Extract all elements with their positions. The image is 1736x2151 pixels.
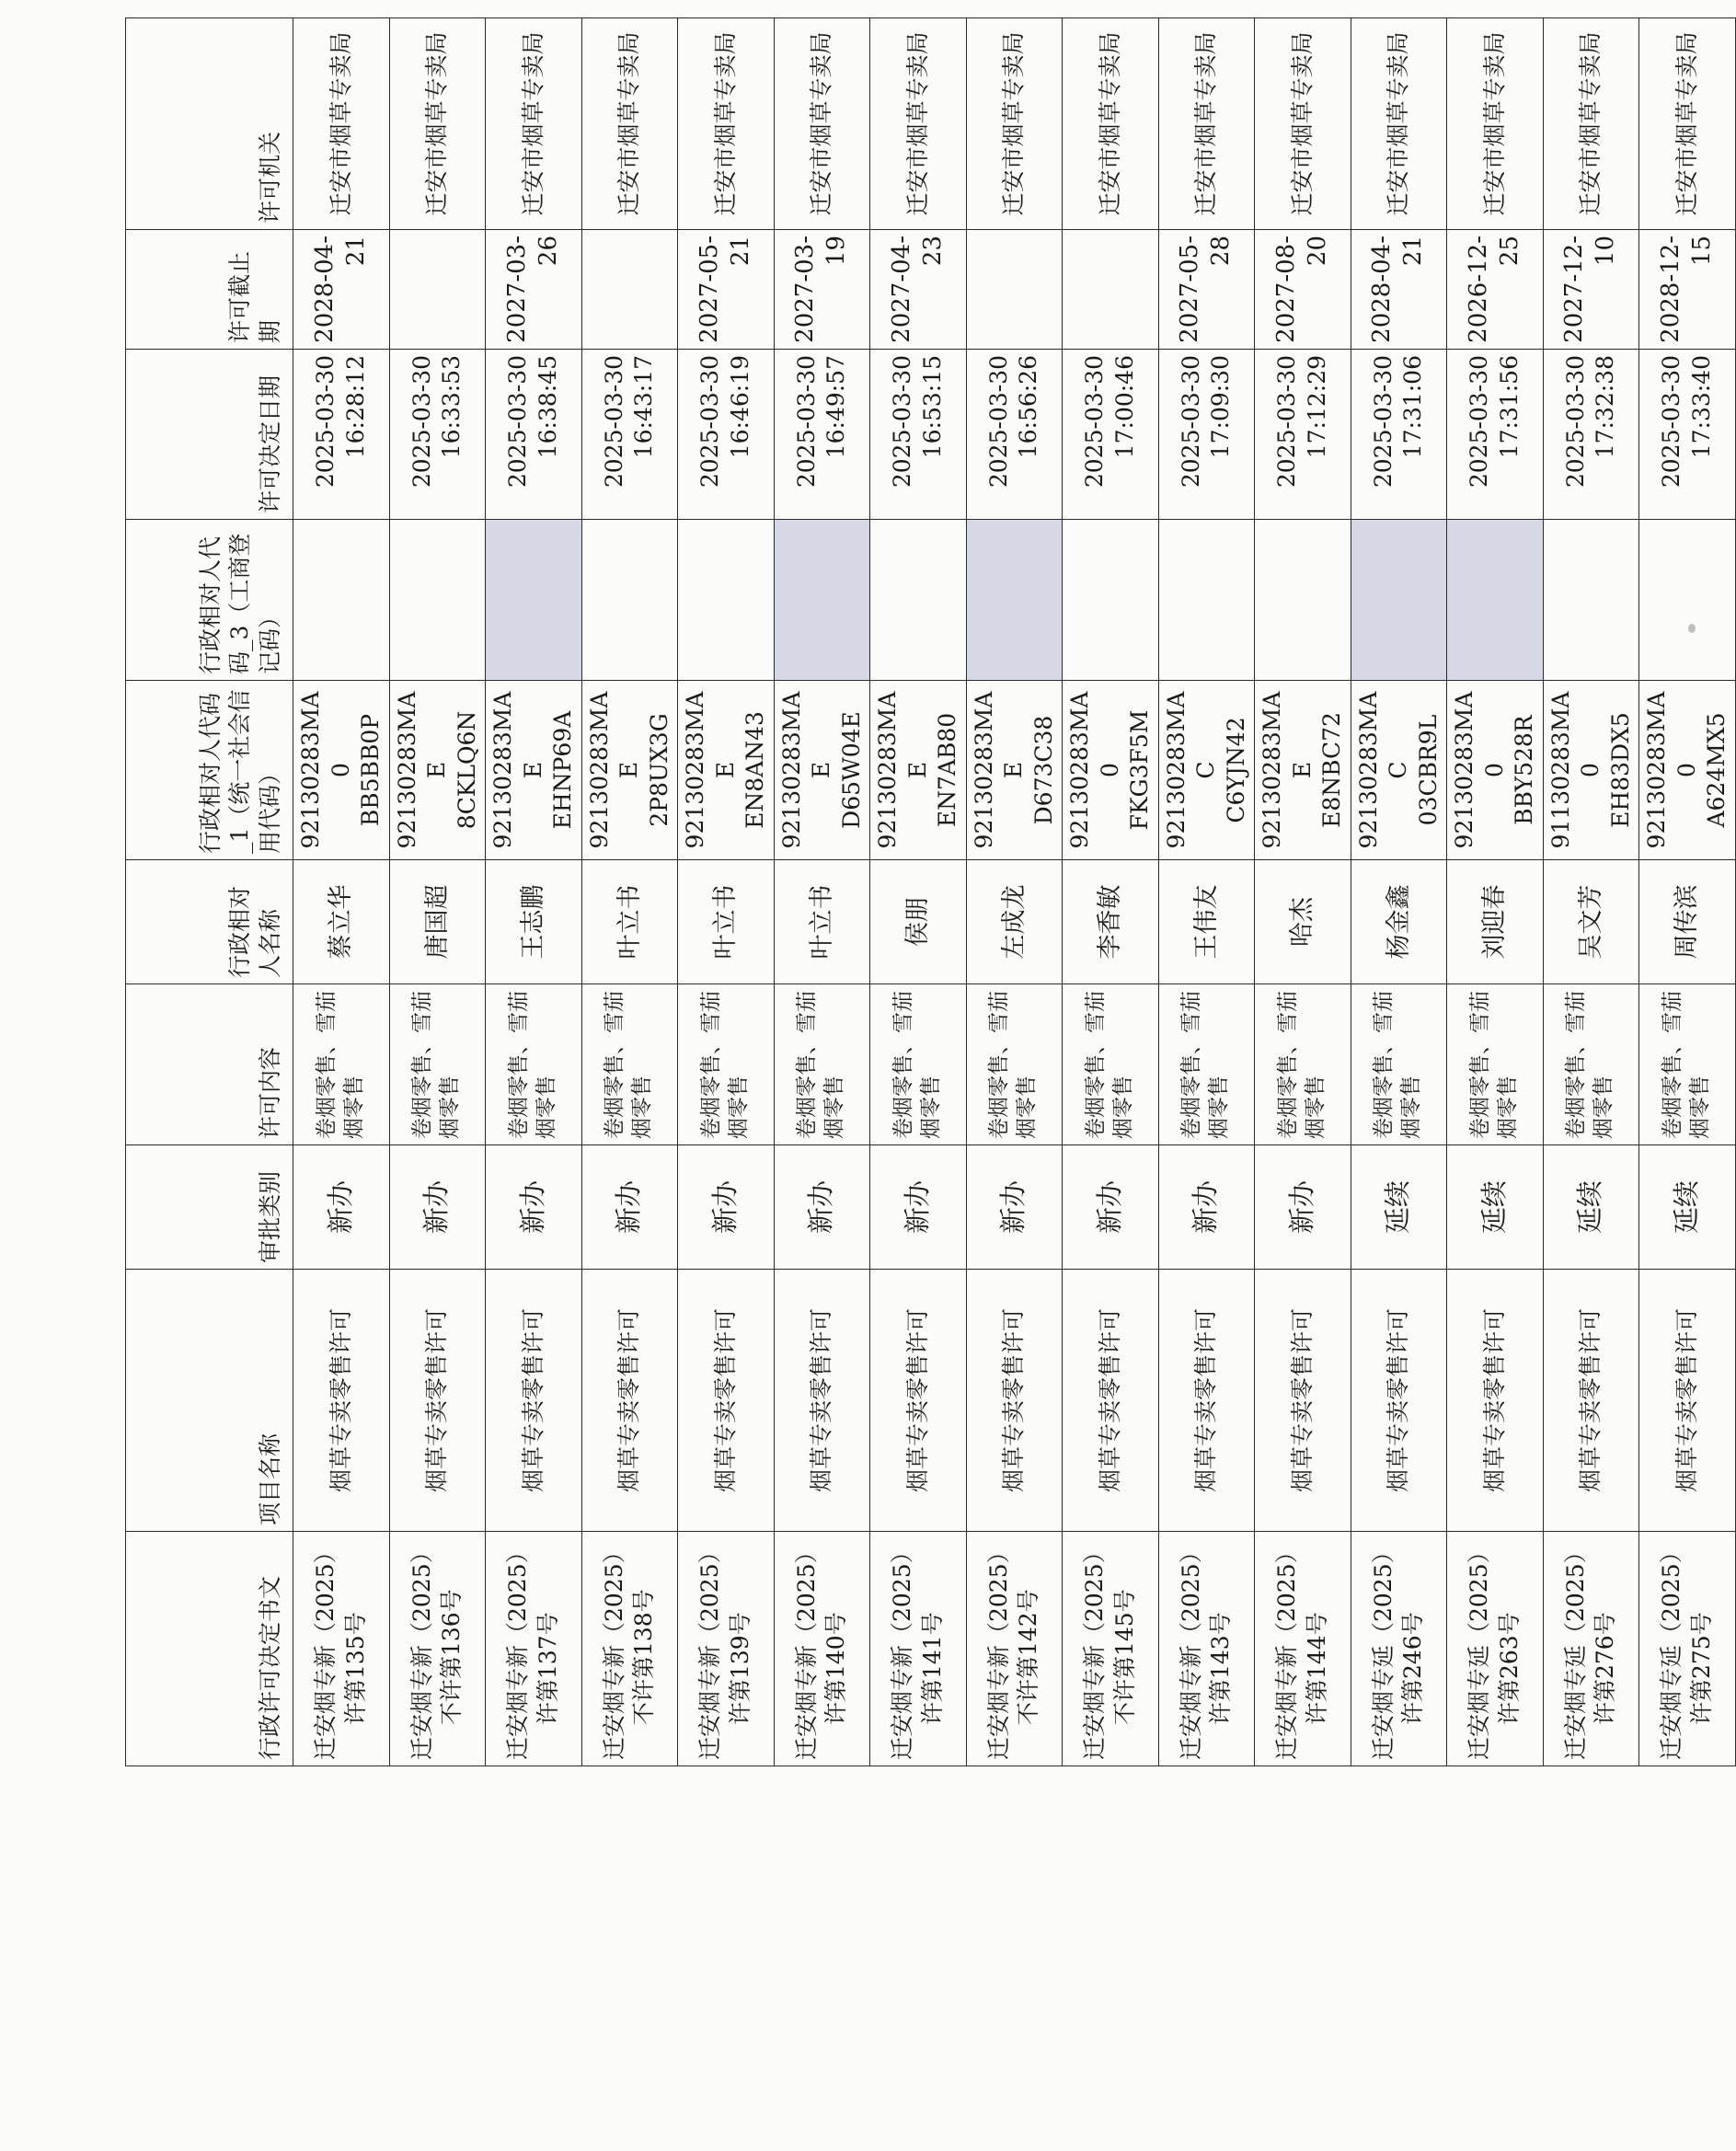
cell-decision-date xyxy=(1255,350,1351,520)
credit-code-line1: 92130283MAE xyxy=(1259,691,1316,849)
cell-party-name: 哈杰 xyxy=(1255,860,1351,984)
decision-date-day: 2025-03-30 xyxy=(792,355,820,489)
cell-category: 新办 xyxy=(1158,1145,1255,1270)
cell-expiry-date xyxy=(966,230,1063,350)
decision-date-time: 17:33:40 xyxy=(1687,355,1715,459)
decision-date-day: 2025-03-30 xyxy=(1273,355,1301,489)
cell-project-name: 烟草专卖零售许可 xyxy=(1447,1270,1544,1532)
table-row xyxy=(581,18,678,1766)
cell-decision-date xyxy=(1447,350,1544,520)
cell-doc-number xyxy=(293,1532,390,1766)
decision-date-day: 2025-03-30 xyxy=(1177,355,1204,489)
cell-party-name: 叶立书 xyxy=(581,860,678,984)
cell-authority: 迁安市烟草专卖局 xyxy=(1447,18,1544,230)
cell-reg-code xyxy=(1063,520,1159,681)
cell-authority: 迁安市烟草专卖局 xyxy=(293,18,390,230)
credit-code-line2: E8NBC72 xyxy=(1318,712,1345,828)
cell-decision-date xyxy=(966,350,1063,520)
cell-authority: 迁安市烟草专卖局 xyxy=(870,18,967,230)
cell-party-name: 周传滨 xyxy=(1639,860,1736,984)
credit-code-line2: EH83DX5 xyxy=(1606,712,1634,828)
decision-date-time: 17:12:29 xyxy=(1303,355,1330,459)
credit-code-line1: 91130283MA0 xyxy=(1546,691,1604,849)
cell-expiry-date xyxy=(581,230,678,350)
cell-doc-number xyxy=(389,1532,486,1766)
table-row xyxy=(1351,18,1447,1766)
cell-project-name: 烟草专卖零售许可 xyxy=(1063,1270,1159,1532)
decision-date-day: 2025-03-30 xyxy=(1658,355,1685,489)
cell-credit-code xyxy=(870,681,967,860)
cell-party-name: 王伟友 xyxy=(1158,860,1255,984)
cell-expiry-date: 2027-05-28 xyxy=(1158,230,1255,350)
cell-expiry-date: 2028-12-15 xyxy=(1639,230,1736,350)
cell-authority: 迁安市烟草专卖局 xyxy=(1063,18,1159,230)
credit-code-line2: BB5BB0P xyxy=(357,713,384,827)
header-expiry-date: 许可截止期 xyxy=(126,230,293,350)
cell-category: 延续 xyxy=(1447,1145,1544,1270)
table-row xyxy=(486,18,582,1766)
cell-reg-code xyxy=(581,520,678,681)
table-row xyxy=(870,18,967,1766)
decision-date-time: 16:38:45 xyxy=(534,355,561,459)
decision-date-day: 2025-03-30 xyxy=(1561,355,1589,489)
doc-number-line2: 不许第145号 xyxy=(1110,1589,1138,1725)
table-row xyxy=(389,18,486,1766)
cell-content: 卷烟零售、雪茄烟零售 xyxy=(1351,984,1447,1145)
cell-authority: 迁安市烟草专卖局 xyxy=(1158,18,1255,230)
cell-reg-code xyxy=(1447,520,1544,681)
cell-project-name: 烟草专卖零售许可 xyxy=(486,1270,582,1532)
doc-number-line2: 许第276号 xyxy=(1592,1612,1619,1725)
doc-number-line1: 迁安烟专新（2025） xyxy=(1081,1540,1109,1760)
table-row xyxy=(1543,18,1639,1766)
cell-decision-date xyxy=(678,350,775,520)
cell-project-name: 烟草专卖零售许可 xyxy=(870,1270,967,1532)
cell-doc-number xyxy=(774,1532,870,1766)
cell-content: 卷烟零售、雪茄烟零售 xyxy=(774,984,870,1145)
table-row xyxy=(678,18,775,1766)
decision-date-day: 2025-03-30 xyxy=(504,355,532,489)
cell-project-name: 烟草专卖零售许可 xyxy=(389,1270,486,1532)
credit-code-line1: 92130283MAC xyxy=(1354,691,1411,849)
header-project-name: 项目名称 xyxy=(126,1270,293,1532)
cell-credit-code xyxy=(1639,681,1736,860)
cell-expiry-date: 2027-03-26 xyxy=(486,230,582,350)
decision-date-time: 16:53:15 xyxy=(918,355,946,459)
decision-date-time: 17:00:46 xyxy=(1110,355,1138,459)
credit-code-line1: 92130283MA0 xyxy=(1643,691,1700,849)
cell-project-name: 烟草专卖零售许可 xyxy=(1543,1270,1639,1532)
doc-number-line2: 许第141号 xyxy=(918,1612,946,1725)
cell-expiry-date: 2027-03-19 xyxy=(774,230,870,350)
doc-number-line2: 许第139号 xyxy=(726,1612,753,1725)
credit-code-line1: 92130283MA0 xyxy=(1066,691,1123,849)
cell-credit-code xyxy=(293,681,390,860)
cell-credit-code xyxy=(1543,681,1639,860)
cell-credit-code xyxy=(1158,681,1255,860)
decision-date-day: 2025-03-30 xyxy=(889,355,916,489)
cell-authority: 迁安市烟草专卖局 xyxy=(389,18,486,230)
table-row xyxy=(966,18,1063,1766)
doc-number-line2: 许第275号 xyxy=(1687,1612,1715,1725)
cell-reg-code xyxy=(1351,520,1447,681)
cell-category: 新办 xyxy=(1063,1145,1159,1270)
doc-number-line2: 不许第138号 xyxy=(630,1589,658,1725)
cell-expiry-date xyxy=(389,230,486,350)
cell-expiry-date: 2028-04-21 xyxy=(293,230,390,350)
cell-category: 新办 xyxy=(966,1145,1063,1270)
doc-number-line1: 迁安烟专新（2025） xyxy=(792,1540,820,1760)
cell-expiry-date: 2027-08-20 xyxy=(1255,230,1351,350)
credit-code-line2: C6YJN42 xyxy=(1222,717,1249,823)
doc-number-line1: 迁安烟专延（2025） xyxy=(1466,1540,1493,1760)
cell-doc-number xyxy=(966,1532,1063,1766)
cell-decision-date xyxy=(870,350,967,520)
decision-date-time: 17:09:30 xyxy=(1207,355,1235,459)
cell-category: 延续 xyxy=(1543,1145,1639,1270)
decision-date-time: 16:33:53 xyxy=(438,355,466,459)
credit-code-line2: BBY528R xyxy=(1511,715,1537,825)
table-row xyxy=(1063,18,1159,1766)
decision-date-time: 16:49:57 xyxy=(822,355,850,459)
cell-credit-code xyxy=(966,681,1063,860)
cell-party-name: 唐国超 xyxy=(389,860,486,984)
cell-content: 卷烟零售、雪茄烟零售 xyxy=(389,984,486,1145)
credit-code-line1: 92130283MAE xyxy=(585,691,642,849)
doc-number-line2: 不许第142号 xyxy=(1015,1589,1042,1725)
cell-decision-date xyxy=(1543,350,1639,520)
doc-number-line1: 迁安烟专延（2025） xyxy=(1561,1540,1589,1760)
credit-code-line1: 92130283MAE xyxy=(682,691,739,849)
header-doc-number: 行政许可决定书文 xyxy=(126,1532,293,1766)
cell-content: 卷烟零售、雪茄烟零售 xyxy=(486,984,582,1145)
decision-date-day: 2025-03-30 xyxy=(408,355,435,489)
cell-authority: 迁安市烟草专卖局 xyxy=(774,18,870,230)
cell-content: 卷烟零售、雪茄烟零售 xyxy=(1063,984,1159,1145)
table-row xyxy=(1255,18,1351,1766)
decision-date-day: 2025-03-30 xyxy=(312,355,339,489)
cell-doc-number xyxy=(1351,1532,1447,1766)
credit-code-line2: 03CBR9L xyxy=(1414,714,1442,826)
doc-number-line1: 迁安烟专新（2025） xyxy=(1273,1540,1301,1760)
cell-party-name: 叶立书 xyxy=(774,860,870,984)
permit-table xyxy=(125,17,1736,1766)
cell-decision-date xyxy=(389,350,486,520)
decision-date-time: 17:32:38 xyxy=(1592,355,1619,459)
decision-date-time: 16:46:19 xyxy=(726,355,753,459)
cell-decision-date xyxy=(581,350,678,520)
doc-number-line2: 许第140号 xyxy=(822,1612,850,1725)
cell-category: 延续 xyxy=(1351,1145,1447,1270)
header-content: 许可内容 xyxy=(126,984,293,1145)
doc-number-line1: 迁安烟专新（2025） xyxy=(504,1540,532,1760)
credit-code-line1: 92130283MAE xyxy=(874,691,931,849)
cell-reg-code xyxy=(486,520,582,681)
table-row xyxy=(293,18,390,1766)
doc-number-line1: 迁安烟专新（2025） xyxy=(600,1540,627,1760)
credit-code-line1: 92130283MAE xyxy=(777,691,834,849)
cell-expiry-date: 2027-05-21 xyxy=(678,230,775,350)
cell-category: 新办 xyxy=(389,1145,486,1270)
doc-number-line2: 许第144号 xyxy=(1303,1612,1330,1725)
cell-category: 新办 xyxy=(1255,1145,1351,1270)
cell-credit-code xyxy=(1447,681,1544,860)
cell-doc-number xyxy=(486,1532,582,1766)
decision-date-time: 17:31:06 xyxy=(1399,355,1427,459)
cell-expiry-date: 2028-04-21 xyxy=(1351,230,1447,350)
decision-date-time: 16:28:12 xyxy=(341,355,369,459)
cell-credit-code xyxy=(678,681,775,860)
cell-category: 新办 xyxy=(678,1145,775,1270)
credit-code-line2: 8CKLQ6N xyxy=(453,710,480,830)
header-credit-code: 行政相对人代码_1（统一社会信用代码） xyxy=(126,681,293,860)
cell-authority: 迁安市烟草专卖局 xyxy=(1543,18,1639,230)
cell-authority: 迁安市烟草专卖局 xyxy=(486,18,582,230)
cell-credit-code xyxy=(1255,681,1351,860)
table-header-row xyxy=(126,18,293,1766)
header-decision-date: 许可决定日期 xyxy=(126,350,293,520)
cell-authority: 迁安市烟草专卖局 xyxy=(966,18,1063,230)
doc-number-line1: 迁安烟专新（2025） xyxy=(1177,1540,1204,1760)
cell-project-name: 烟草专卖零售许可 xyxy=(293,1270,390,1532)
cell-party-name: 左成龙 xyxy=(966,860,1063,984)
cell-doc-number xyxy=(581,1532,678,1766)
cell-reg-code xyxy=(293,520,390,681)
cell-credit-code xyxy=(486,681,582,860)
credit-code-line1: 92130283MAC xyxy=(1162,691,1219,849)
cell-doc-number xyxy=(1063,1532,1159,1766)
doc-number-line2: 许第246号 xyxy=(1399,1612,1427,1725)
cell-doc-number xyxy=(1158,1532,1255,1766)
cell-credit-code xyxy=(1351,681,1447,860)
table-row xyxy=(1639,18,1736,1766)
cell-category: 新办 xyxy=(486,1145,582,1270)
cell-project-name: 烟草专卖零售许可 xyxy=(678,1270,775,1532)
cell-reg-code xyxy=(774,520,870,681)
cell-reg-code xyxy=(1639,520,1736,681)
cell-party-name: 叶立书 xyxy=(678,860,775,984)
credit-code-line2: EN7AB80 xyxy=(934,712,960,828)
cell-doc-number xyxy=(870,1532,967,1766)
cell-project-name: 烟草专卖零售许可 xyxy=(774,1270,870,1532)
cell-authority: 迁安市烟草专卖局 xyxy=(1255,18,1351,230)
decision-date-day: 2025-03-30 xyxy=(696,355,724,489)
credit-code-line2: D673C38 xyxy=(1029,715,1057,825)
cell-content: 卷烟零售、雪茄烟零售 xyxy=(581,984,678,1145)
cell-content: 卷烟零售、雪茄烟零售 xyxy=(1158,984,1255,1145)
doc-number-line1: 迁安烟专新（2025） xyxy=(408,1540,435,1760)
cell-content: 卷烟零售、雪茄烟零售 xyxy=(1543,984,1639,1145)
doc-number-line1: 迁安烟专延（2025） xyxy=(1658,1540,1685,1760)
decision-date-day: 2025-03-30 xyxy=(1466,355,1493,489)
cell-party-name: 李香敏 xyxy=(1063,860,1159,984)
doc-number-line1: 迁安烟专新（2025） xyxy=(696,1540,724,1760)
cell-content: 卷烟零售、雪茄烟零售 xyxy=(293,984,390,1145)
cell-project-name: 烟草专卖零售许可 xyxy=(1351,1270,1447,1532)
decision-date-day: 2025-03-30 xyxy=(984,355,1012,489)
decision-date-time: 16:56:26 xyxy=(1015,355,1042,459)
cell-content: 卷烟零售、雪茄烟零售 xyxy=(1639,984,1736,1145)
decision-date-day: 2025-03-30 xyxy=(1081,355,1109,489)
cell-expiry-date: 2027-04-23 xyxy=(870,230,967,350)
table-row xyxy=(774,18,870,1766)
table-row xyxy=(1158,18,1255,1766)
cell-decision-date xyxy=(1639,350,1736,520)
credit-code-line1: 92130283MAE xyxy=(489,691,546,849)
cell-decision-date xyxy=(1351,350,1447,520)
cell-project-name: 烟草专卖零售许可 xyxy=(966,1270,1063,1532)
credit-code-line2: EN8AN43 xyxy=(742,711,768,829)
cell-party-name: 侯朋 xyxy=(870,860,967,984)
credit-code-line1: 92130283MA0 xyxy=(1451,691,1508,849)
cell-party-name: 王志鹏 xyxy=(486,860,582,984)
cell-decision-date xyxy=(1158,350,1255,520)
cell-doc-number xyxy=(1255,1532,1351,1766)
cell-content: 卷烟零售、雪茄烟零售 xyxy=(678,984,775,1145)
cell-project-name: 烟草专卖零售许可 xyxy=(1255,1270,1351,1532)
cell-content: 卷烟零售、雪茄烟零售 xyxy=(1255,984,1351,1145)
cell-decision-date xyxy=(293,350,390,520)
cell-category: 新办 xyxy=(581,1145,678,1270)
cell-content: 卷烟零售、雪茄烟零售 xyxy=(870,984,967,1145)
credit-code-line2: EHNP69A xyxy=(549,710,576,830)
doc-number-line2: 许第263号 xyxy=(1495,1612,1523,1725)
cell-party-name: 吴文芳 xyxy=(1543,860,1639,984)
credit-code-line1: 92130283MAE xyxy=(393,691,450,849)
cell-expiry-date xyxy=(1063,230,1159,350)
decision-date-day: 2025-03-30 xyxy=(600,355,627,489)
cell-authority: 迁安市烟草专卖局 xyxy=(678,18,775,230)
cell-credit-code xyxy=(1063,681,1159,860)
decision-date-day: 2025-03-30 xyxy=(1369,355,1397,489)
credit-code-line2: A624MX5 xyxy=(1703,712,1730,828)
cell-doc-number xyxy=(1447,1532,1544,1766)
cell-doc-number xyxy=(678,1532,775,1766)
cell-reg-code xyxy=(1255,520,1351,681)
cell-content: 卷烟零售、雪茄烟零售 xyxy=(1447,984,1544,1145)
cell-category: 新办 xyxy=(870,1145,967,1270)
credit-code-line2: FKG3F5M xyxy=(1126,709,1153,831)
doc-number-line1: 迁安烟专新（2025） xyxy=(889,1540,916,1760)
cell-decision-date xyxy=(486,350,582,520)
doc-number-line2: 许第137号 xyxy=(534,1612,561,1725)
cell-reg-code xyxy=(1158,520,1255,681)
decision-date-time: 17:31:56 xyxy=(1495,355,1523,459)
cell-project-name: 烟草专卖零售许可 xyxy=(581,1270,678,1532)
table-row xyxy=(1447,18,1544,1766)
doc-number-line1: 迁安烟专新（2025） xyxy=(312,1540,339,1760)
cell-authority: 迁安市烟草专卖局 xyxy=(1639,18,1736,230)
cell-content: 卷烟零售、雪茄烟零售 xyxy=(966,984,1063,1145)
decision-date-time: 16:43:17 xyxy=(630,355,658,459)
cell-party-name: 蔡立华 xyxy=(293,860,390,984)
cell-credit-code xyxy=(774,681,870,860)
cell-decision-date xyxy=(774,350,870,520)
cell-project-name: 烟草专卖零售许可 xyxy=(1639,1270,1736,1532)
cell-credit-code xyxy=(581,681,678,860)
credit-code-line1: 92130283MA0 xyxy=(297,691,354,849)
cell-reg-code xyxy=(1543,520,1639,681)
credit-code-line1: 92130283MAE xyxy=(970,691,1027,849)
doc-number-line2: 许第143号 xyxy=(1207,1612,1235,1725)
header-reg-code: 行政相对人代码_3（工商登记码） xyxy=(126,520,293,681)
cell-reg-code xyxy=(389,520,486,681)
credit-code-line2: 2P8UX3G xyxy=(645,713,673,827)
cell-authority: 迁安市烟草专卖局 xyxy=(1351,18,1447,230)
cell-expiry-date: 2027-12-10 xyxy=(1543,230,1639,350)
doc-number-line1: 迁安烟专新（2025） xyxy=(984,1540,1012,1760)
cell-authority: 迁安市烟草专卖局 xyxy=(581,18,678,230)
cell-party-name: 刘迎春 xyxy=(1447,860,1544,984)
cell-reg-code xyxy=(870,520,967,681)
cell-project-name: 烟草专卖零售许可 xyxy=(1158,1270,1255,1532)
doc-number-line1: 迁安烟专延（2025） xyxy=(1369,1540,1397,1760)
cell-doc-number xyxy=(1639,1532,1736,1766)
cell-party-name: 杨金鑫 xyxy=(1351,860,1447,984)
scan-speck xyxy=(1688,624,1696,633)
header-party-name: 行政相对人名称 xyxy=(126,860,293,984)
cell-category: 新办 xyxy=(293,1145,390,1270)
cell-reg-code xyxy=(678,520,775,681)
cell-doc-number xyxy=(1543,1532,1639,1766)
header-category: 审批类别 xyxy=(126,1145,293,1270)
cell-category: 延续 xyxy=(1639,1145,1736,1270)
doc-number-line2: 不许第136号 xyxy=(438,1589,466,1725)
cell-decision-date xyxy=(1063,350,1159,520)
cell-expiry-date: 2026-12-25 xyxy=(1447,230,1544,350)
credit-code-line2: D65W04E xyxy=(837,711,865,829)
cell-category: 新办 xyxy=(774,1145,870,1270)
cell-reg-code xyxy=(966,520,1063,681)
cell-credit-code xyxy=(389,681,486,860)
doc-number-line2: 许第135号 xyxy=(341,1612,369,1725)
header-authority: 许可机关 xyxy=(126,18,293,230)
